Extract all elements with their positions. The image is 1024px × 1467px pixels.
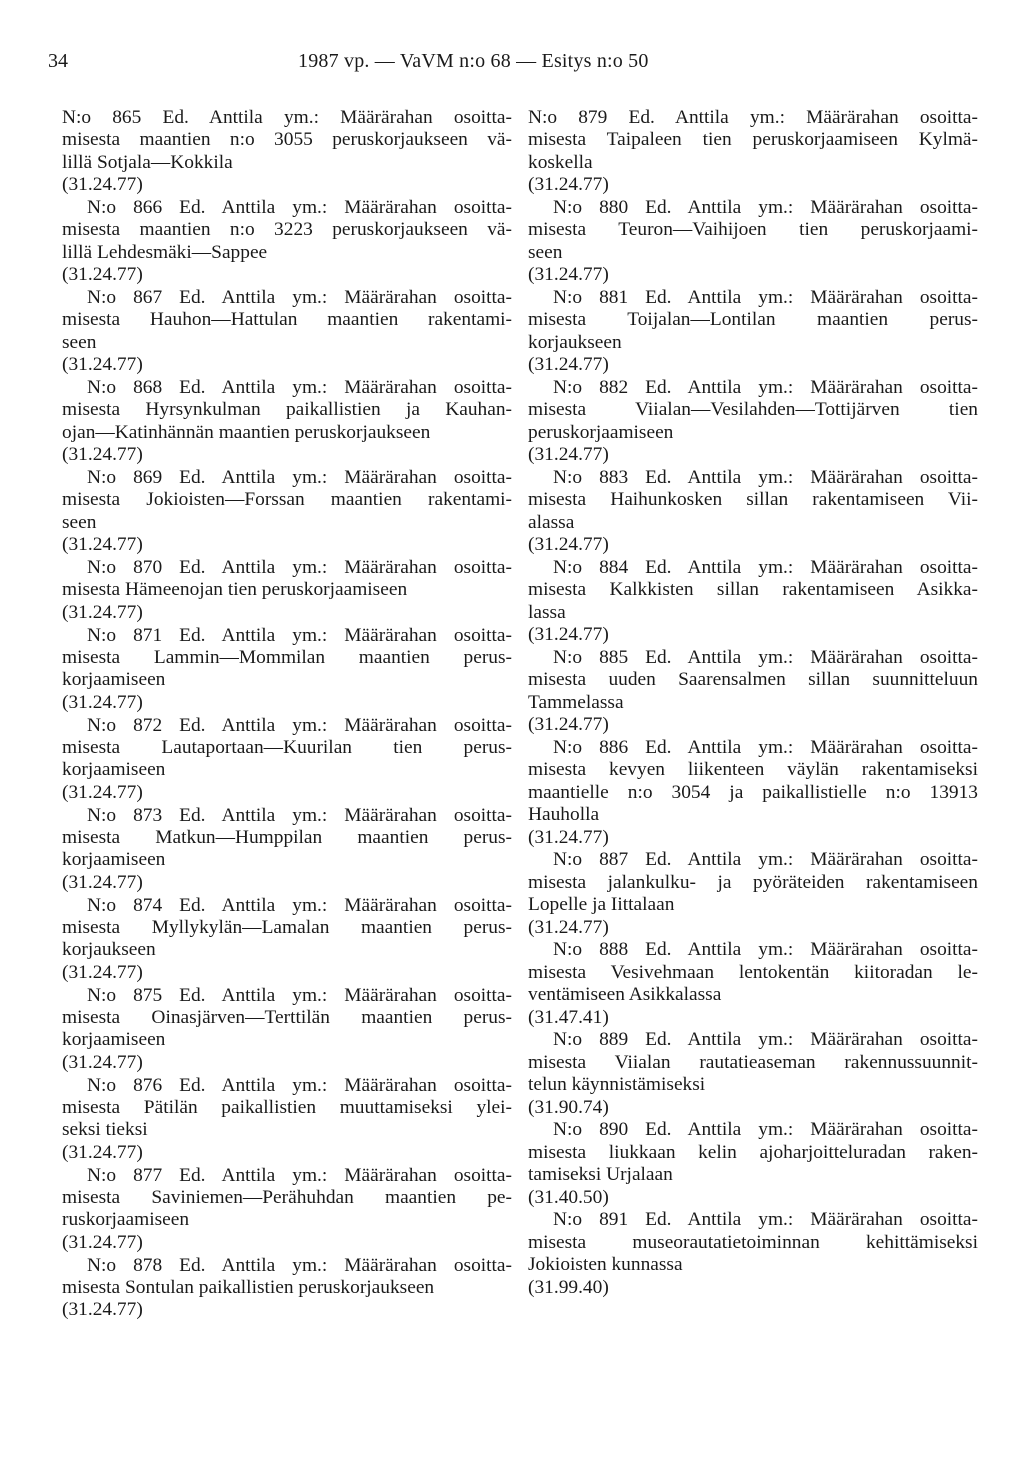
- motion-entry: [528, 939, 978, 1029]
- motion-budget-code: (31.24.77): [62, 871, 143, 893]
- motion-text-line: maantielle n:o 3054 ja paikallistielle n:o 13913: [528, 781, 978, 803]
- motion-entry: [62, 1165, 512, 1255]
- motion-text-line: tamiseksi Urjalaan: [528, 1164, 673, 1186]
- motion-text-line: misesta Oinasjärven—Terttilän maantien perus-: [62, 1007, 512, 1028]
- motion-text-line: ruskorjaamiseen: [62, 1209, 190, 1231]
- motion-heading-line: N:o 874 Ed. Anttila ym.: Määrärahan osoitta-: [87, 894, 512, 916]
- page-header: [48, 50, 978, 80]
- motion-entry: [62, 715, 512, 805]
- motion-heading-line: N:o 888 Ed. Anttila ym.: Määrärahan osoitta-: [553, 939, 978, 961]
- motion-budget-code: (31.24.77): [62, 264, 143, 286]
- motion-text-line: seen: [528, 241, 563, 263]
- motion-budget-code: (31.90.74): [528, 1096, 609, 1118]
- motion-text-line: lillä Lehdesmäki—Sappee: [62, 241, 268, 263]
- running-head: 1987 vp. — VaVM n:o 68 — Esitys n:o 50: [298, 50, 649, 72]
- motion-text-line: misesta Kalkkisten sillan rakentamiseen Asikka-: [528, 579, 978, 601]
- motion-entry: [62, 985, 512, 1075]
- motion-budget-code: (31.24.77): [528, 916, 609, 938]
- motion-budget-code: (31.24.77): [62, 601, 143, 623]
- motion-budget-code: (31.24.77): [62, 781, 143, 803]
- motion-heading-line: N:o 870 Ed. Anttila ym.: Määrärahan osoitta-: [87, 557, 512, 578]
- motion-budget-code: (31.47.41): [528, 1006, 609, 1028]
- motion-text-line: misesta Pätilän paikallistien muuttamiseksi ylei-: [62, 1097, 512, 1118]
- motion-text-line: misesta jalankulku- ja pyöräteiden rakentamiseen: [528, 871, 978, 893]
- motion-text-line: misesta liukkaan kelin ajoharjoitteluradan raken-: [528, 1141, 978, 1163]
- motion-text-line: seksi tieksi: [62, 1119, 148, 1141]
- motion-text-line: misesta Viialan—Vesilahden—Tottijärven tien: [528, 399, 978, 421]
- motion-text-line: misesta Saviniemen—Perähuhdan maantien pe-: [62, 1187, 512, 1208]
- motion-entry: [528, 1029, 978, 1119]
- motion-budget-code: (31.24.77): [528, 444, 609, 466]
- motion-text-line: misesta Matkun—Humppilan maantien perus-: [62, 827, 512, 848]
- motion-entry: [528, 1209, 978, 1299]
- motion-text-line: misesta museorautatietoiminnan kehittämiseksi: [528, 1231, 978, 1253]
- motion-heading-line: N:o 867 Ed. Anttila ym.: Määrärahan osoitta-: [87, 287, 512, 308]
- motion-budget-code: (31.24.77): [528, 624, 609, 646]
- motion-heading-line: N:o 866 Ed. Anttila ym.: Määrärahan osoitta-: [87, 197, 512, 218]
- motion-budget-code: (31.24.77): [62, 174, 143, 196]
- motion-entry: [528, 557, 978, 647]
- motion-text-line: seen: [62, 331, 97, 353]
- motion-text-line: korjaamiseen: [62, 759, 166, 781]
- motion-text-line: ventämiseen Asikkalassa: [528, 984, 722, 1006]
- motion-text-line: misesta uuden Saarensalmen sillan suunnitteluun: [528, 669, 978, 691]
- motion-text-line: peruskorjaamiseen: [528, 421, 674, 443]
- motion-heading-line: N:o 873 Ed. Anttila ym.: Määrärahan osoitta-: [87, 804, 512, 826]
- motion-budget-code: (31.24.77): [62, 1051, 143, 1073]
- motion-text-line: Lopelle ja Iittalaan: [528, 894, 675, 916]
- motion-heading-line: N:o 878 Ed. Anttila ym.: Määrärahan osoitta-: [87, 1254, 512, 1276]
- motion-entry: [528, 467, 978, 557]
- motion-budget-code: (31.24.77): [528, 354, 609, 376]
- motion-heading-line: N:o 881 Ed. Anttila ym.: Määrärahan osoitta-: [553, 287, 978, 308]
- motion-budget-code: (31.24.77): [62, 1141, 143, 1163]
- motion-entry: [528, 737, 978, 849]
- motion-entry: [62, 625, 512, 715]
- motion-text-line: misesta Toijalan—Lontilan maantien perus-: [528, 309, 978, 331]
- motion-heading-line: N:o 879 Ed. Anttila ym.: Määrärahan osoitta-: [528, 107, 978, 128]
- motion-heading-line: N:o 875 Ed. Anttila ym.: Määrärahan osoitta-: [87, 984, 512, 1006]
- motion-text-line: misesta Lautaportaan—Kuurilan tien perus-: [62, 737, 512, 758]
- motion-entry: [62, 467, 512, 557]
- motion-budget-code: (31.24.77): [62, 691, 143, 713]
- motion-heading-line: N:o 871 Ed. Anttila ym.: Määrärahan osoitta-: [87, 624, 512, 646]
- motion-text-line: misesta Teuron—Vaihijoen tien peruskorjaami-: [528, 219, 978, 241]
- motion-entry: [528, 1119, 978, 1209]
- motion-budget-code: (31.24.77): [62, 444, 143, 466]
- motion-text-line: korjaamiseen: [62, 849, 166, 871]
- motion-text-line: koskella: [528, 151, 593, 173]
- motion-text-line: korjaamiseen: [62, 1029, 166, 1051]
- motion-heading-line: N:o 865 Ed. Anttila ym.: Määrärahan osoitta-: [62, 107, 512, 128]
- motion-heading-line: N:o 885 Ed. Anttila ym.: Määrärahan osoitta-: [553, 647, 978, 668]
- motion-heading-line: N:o 877 Ed. Anttila ym.: Määrärahan osoitta-: [87, 1164, 512, 1186]
- motion-text-line: Hauholla: [528, 804, 600, 826]
- motion-text-line: misesta Jokioisten—Forssan maantien rakentami-: [62, 489, 512, 511]
- motion-heading-line: N:o 880 Ed. Anttila ym.: Määrärahan osoitta-: [553, 197, 978, 218]
- motion-budget-code: (31.24.77): [62, 534, 143, 556]
- motion-text-line: misesta Hämeenojan tien peruskorjaamiseen: [62, 579, 408, 601]
- motion-budget-code: (31.24.77): [62, 1299, 143, 1321]
- left-column: [62, 107, 512, 1322]
- motion-entry: [528, 107, 978, 197]
- motion-entry: [528, 647, 978, 737]
- motion-entry: [62, 557, 512, 624]
- motion-text-line: misesta Hauhon—Hattulan maantien rakentami-: [62, 309, 512, 331]
- motion-heading-line: N:o 886 Ed. Anttila ym.: Määrärahan osoitta-: [553, 737, 978, 758]
- motion-text-line: misesta Viialan rautatieaseman rakennussuunnit-: [528, 1051, 978, 1073]
- motion-text-line: alassa: [528, 511, 575, 533]
- motion-heading-line: N:o 876 Ed. Anttila ym.: Määrärahan osoitta-: [87, 1074, 512, 1096]
- motion-heading-line: N:o 891 Ed. Anttila ym.: Määrärahan osoitta-: [553, 1209, 978, 1231]
- motion-entry: [528, 377, 978, 467]
- motion-text-line: lillä Sotjala—Kokkila: [62, 151, 233, 173]
- motion-budget-code: (31.24.77): [528, 174, 609, 196]
- motion-budget-code: (31.99.40): [528, 1276, 609, 1298]
- motion-text-line: misesta Haihunkosken sillan rakentamiseen Vii-: [528, 489, 978, 511]
- motion-text-line: misesta Taipaleen tien peruskorjaamiseen Kylmä-: [528, 129, 978, 151]
- motion-heading-line: N:o 872 Ed. Anttila ym.: Määrärahan osoitta-: [87, 714, 512, 736]
- motion-entry: [62, 287, 512, 377]
- motion-entry: [528, 849, 978, 939]
- motion-text-line: misesta Vesivehmaan lentokentän kiitoradan le-: [528, 961, 978, 983]
- motion-text-line: telun käynnistämiseksi: [528, 1074, 706, 1096]
- motion-heading-line: N:o 884 Ed. Anttila ym.: Määrärahan osoitta-: [553, 557, 978, 578]
- motion-text-line: seen: [62, 511, 97, 533]
- motion-text-line: misesta Hyrsynkulman paikallistien ja Kauhan-: [62, 399, 512, 421]
- motion-text-line: misesta Sontulan paikallistien peruskorjaukseen: [62, 1277, 435, 1298]
- motion-budget-code: (31.24.77): [528, 714, 609, 736]
- motion-text-line: misesta maantien n:o 3055 peruskorjaukseen vä-: [62, 129, 512, 151]
- motion-heading-line: N:o 889 Ed. Anttila ym.: Määrärahan osoitta-: [553, 1029, 978, 1051]
- motion-heading-line: N:o 869 Ed. Anttila ym.: Määrärahan osoitta-: [87, 467, 512, 488]
- motion-heading-line: N:o 868 Ed. Anttila ym.: Määrärahan osoitta-: [87, 377, 512, 398]
- motion-entry: [62, 377, 512, 467]
- motion-budget-code: (31.24.77): [528, 826, 609, 848]
- motion-entry: [62, 1075, 512, 1165]
- motion-budget-code: (31.24.77): [528, 534, 609, 556]
- motion-budget-code: (31.24.77): [528, 264, 609, 286]
- motion-budget-code: (31.24.77): [62, 354, 143, 376]
- motion-entry: [62, 107, 512, 197]
- motion-text-line: lassa: [528, 601, 566, 623]
- motion-entry: [62, 1255, 512, 1322]
- motion-budget-code: (31.40.50): [528, 1186, 609, 1208]
- motion-text-line: misesta Lammin—Mommilan maantien perus-: [62, 647, 512, 668]
- motion-text-line: Tammelassa: [528, 691, 624, 713]
- motion-budget-code: (31.24.77): [62, 1231, 143, 1253]
- motion-entry: [528, 287, 978, 377]
- motion-entry: [528, 197, 978, 287]
- motion-text-line: Jokioisten kunnassa: [528, 1254, 683, 1276]
- right-column: [528, 107, 978, 1299]
- motion-text-line: misesta kevyen liikenteen väylän rakentamiseksi: [528, 759, 978, 781]
- motion-text-line: misesta maantien n:o 3223 peruskorjaukseen vä-: [62, 219, 512, 241]
- motion-text-line: korjaukseen: [528, 331, 622, 353]
- page-number: 34: [48, 50, 68, 72]
- motion-entry: [62, 805, 512, 895]
- motion-heading-line: N:o 890 Ed. Anttila ym.: Määrärahan osoitta-: [553, 1119, 978, 1141]
- motion-text-line: ojan—Katinhännän maantien peruskorjaukseen: [62, 421, 431, 443]
- motion-entry: [62, 197, 512, 287]
- motion-entry: [62, 895, 512, 985]
- motion-text-line: korjaamiseen: [62, 669, 166, 691]
- motion-heading-line: N:o 883 Ed. Anttila ym.: Määrärahan osoitta-: [553, 467, 978, 488]
- motion-heading-line: N:o 887 Ed. Anttila ym.: Määrärahan osoitta-: [553, 849, 978, 871]
- motion-heading-line: N:o 882 Ed. Anttila ym.: Määrärahan osoitta-: [553, 377, 978, 398]
- motion-text-line: misesta Myllykylän—Lamalan maantien perus-: [62, 917, 512, 938]
- motion-budget-code: (31.24.77): [62, 961, 143, 983]
- motion-text-line: korjaukseen: [62, 939, 156, 961]
